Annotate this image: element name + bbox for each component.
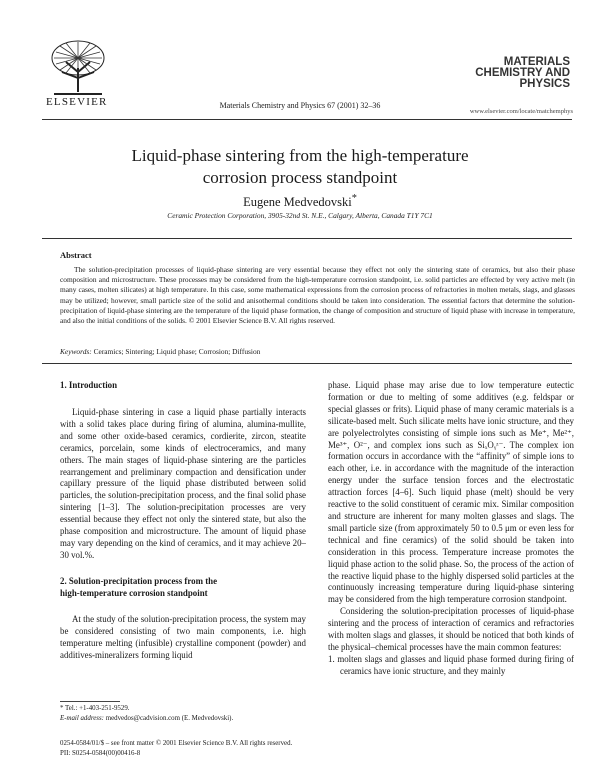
abstract-rule-top (42, 238, 572, 239)
keywords (60, 347, 575, 356)
list-item: 1. molten slags and glasses and liquid phase formed during firing of ceramics have ionic structure, and they mainly (328, 653, 574, 676)
abstract-rule-bottom (42, 363, 572, 364)
footnote-email (60, 714, 310, 724)
right-column (328, 380, 574, 678)
brand-line-3: PHYSICS (519, 78, 570, 90)
brand-line-1: MATERIALS (503, 56, 570, 68)
author (60, 193, 540, 210)
section-2-paragraph: At the study of the solution-precipitation process, the system may be considered consisting of two main components, i.e. high temperature melting (infusible) crystalline component (powder) and additives-mineralizers forming liquid (60, 614, 306, 660)
article-title (60, 145, 540, 189)
footnote (60, 704, 310, 724)
affiliation: Ceramic Protection Corporation, 3905-32nd St. N.E., Calgary, Alberta, Canada T1Y 7C1 (167, 211, 433, 220)
right-paragraph-2: Considering the solution-precipitation processes of liquid-phase sintering and the process of interaction of ceramics and refractories with molten slags and glasses, it should be noticed that both kinds of the physical–chemical processes have the main common features: (328, 606, 574, 652)
publisher-name: ELSEVIER (46, 96, 108, 108)
bottom-info (60, 739, 360, 759)
elsevier-tree-icon (46, 38, 110, 96)
journal-reference: Materials Chemistry and Physics 67 (2001) 32–36 (219, 101, 381, 110)
section-2-heading-line-1: 2. Solution-precipitation process from the (60, 576, 218, 586)
elsevier-logo (46, 38, 110, 96)
journal-url[interactable]: www.elsevier.com/locate/matchemphys (469, 108, 573, 115)
title-line-1: Liquid-phase sintering from the high-temperature (131, 146, 469, 165)
section-2-heading-line-2: high-temperature corrosion standpoint (60, 587, 208, 598)
right-paragraph-1: phase. Liquid phase may arise due to low temperature eutectic formation or due to melting of some additives (e.g. feldspar or special glasses or frits). Liquid phase of many ceramic materials is a silicate-based melt. Such silicate melts have ionic structure, and they are polyelectrolytes consisting of simple ions such as Me⁺, Me²⁺, Me³⁺, O²⁻, and complex ions such as SiₓOᵧᶻ⁻. The complex ion formation occurs in accordance with the “affinity” of simple ions to each other, i.e. in accordance with the magnitude of the interaction energy under the surface tension forces and the electrostatic attraction forces [4–6]. Such liquid phase (melt) should be very reactive to the solid constituent of ceramic mix. Similar composition and structure are inherent for many molten glasses and slags. The small particle size (from approximately 50 to 0.5 μm or even less for technical and fine ceramics) of the solid should be taken into consideration in this process. Temperature increase promotes the liquid phase action to the solid phase. So, the process of the action of the reactive liquid phase to the highly dispersed solid particles at the continuously increasing temperature during liquid-phase sintering may be considered from the high temperature corrosion standpoint. (328, 380, 574, 605)
abstract-heading: Abstract (60, 250, 92, 260)
keywords-label: Keywords: (60, 347, 92, 356)
section-1-heading: 1. Introduction (60, 380, 118, 390)
journal-brand (470, 57, 570, 90)
footnote-tel: * Tel.: +1-403-251-9529. (60, 705, 130, 712)
section-1-paragraph: Liquid-phase sintering in case a liquid phase partially interacts with a solid takes place during firing of alumina, alumina-mullite, and some other oxide-based ceramics, cordierite, zircon, steatite ceramics, porcelain, some kinds of electroceramics, and many others. The main stages of liquid-phase sintering are the particles rearrangement and preliminary compaction and densification under capillary pressure of the liquid phase distributed between solid particles, the solution-precipitation process, and the final solid phase sintering [1–3]. The solution-precipitation processes are very essential because they effect not only the sintered state, but also the phase composition and microstructure. The amount of liquid phase may vary depending on the kind of ceramics, and it may achieve 20–30 vol.%. (60, 407, 306, 560)
section-1-body (60, 407, 306, 562)
title-line-2: corrosion process standpoint (202, 168, 398, 187)
section-2-heading (60, 576, 306, 600)
footnote-rule (60, 701, 120, 702)
issn-line: 0254-0584/01/$ – see front matter © 2001 Elsevier Science B.V. All rights reserved. (60, 740, 293, 747)
abstract-text: The solution-precipitation processes of liquid-phase sintering are very essential because they effect not only the sintering state of ceramics, but also their phase composition and microstructure. These processes may be considered from the high-temperature corrosion standpoint, i.e. solid particles are effected by very active melt (in many cases, molten silicates) at high temperature. In this case, some mathematical expressions from the corrosion process of refractories in molten metals, slags, and glasses may be utilized; however, small particle size of the solid and anisothermal conditions should be taken into consideration. The essential factors that determine the solution-precipitation of liquid-phase sintering are the temperature of the liquid phase formation, the change of composition and structure of liquid phase with increase in temperature, and also the initial conditions of the solids. © 2001 Elsevier Science B.V. All rights reserved. (60, 265, 575, 326)
section-2-body (60, 614, 306, 662)
pii-line: PII: S0254-0584(00)00416-8 (60, 749, 141, 757)
brand-line-2: CHEMISTRY AND (475, 67, 570, 79)
email-label: E-mail address: (60, 714, 104, 722)
email-address[interactable]: medvedos@cadvision.com (E. Medvedovski). (105, 714, 234, 722)
features-list (328, 654, 574, 678)
author-footnote-mark[interactable]: * (351, 193, 357, 204)
header-rule (42, 119, 572, 120)
keywords-list: Ceramics; Sintering; Liquid phase; Corrosion; Diffusion (93, 347, 261, 356)
author-name: Eugene Medvedovski (243, 195, 352, 210)
